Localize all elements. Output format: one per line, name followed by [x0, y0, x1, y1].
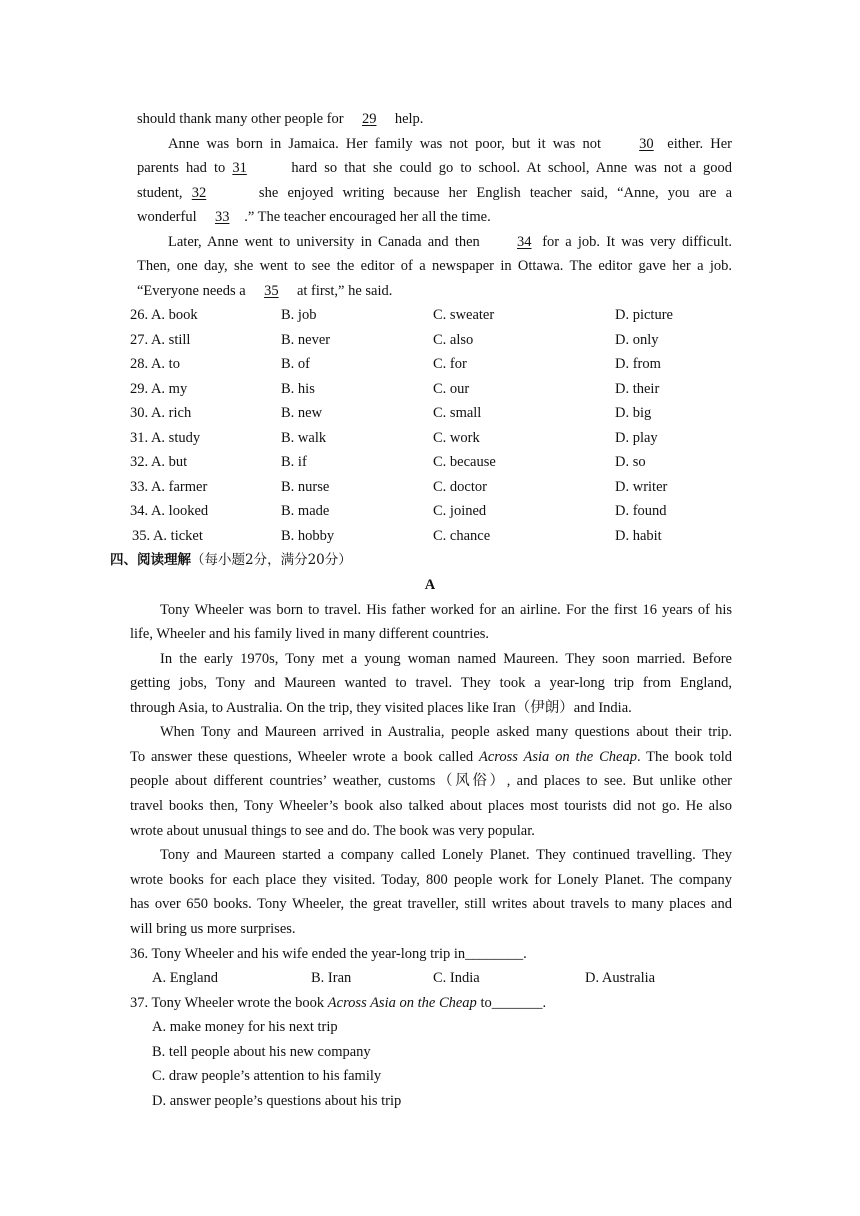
option-30-b[interactable]: B. new: [281, 405, 323, 421]
cloze-line-4: student, 32 she enjoyed writing because her English teacher said, “Anne, you are a: [137, 185, 733, 201]
passage-line: Tony Wheeler was born to travel. His father worked for an airline. For the first 16 years of his: [160, 602, 732, 618]
option-30-c[interactable]: C. small: [433, 405, 482, 421]
book-title: Across Asia on the Cheap: [478, 749, 637, 765]
option-27-d[interactable]: D. only: [615, 332, 659, 348]
blank-29: 29: [361, 111, 377, 127]
option-32-b[interactable]: B. if: [281, 454, 307, 470]
option-27-c[interactable]: C. also: [433, 332, 474, 348]
option-29-d[interactable]: D. their: [615, 381, 660, 397]
question-36-stem: 36. Tony Wheeler and his wife ended the year-long trip in________.: [130, 946, 527, 962]
passage-line: getting jobs, Tony and Maureen wanted to travel. They took a year-long trip from England,: [130, 675, 732, 691]
option-31-a[interactable]: 31. A. study: [130, 430, 201, 446]
cloze-line-7: Then, one day, she went to see the editor of a newspaper in Ottawa. The editor gave her a job.: [137, 258, 732, 274]
question-36-option-c[interactable]: C. India: [433, 970, 480, 986]
option-32-c[interactable]: C. because: [433, 454, 496, 470]
cloze-line-5: wonderful 33 .” The teacher encouraged her all the time.: [137, 209, 491, 225]
option-32-d[interactable]: D. so: [615, 454, 646, 470]
option-27-a[interactable]: 27. A. still: [130, 332, 191, 348]
passage-line: people about different countries’ weather, customs（风俗）, and places to see. But unlike other: [130, 773, 732, 789]
option-33-c[interactable]: C. doctor: [433, 479, 487, 495]
passage-label: A: [424, 577, 436, 593]
section-note: （每小题2分，满分20分）: [191, 552, 352, 568]
option-35-b[interactable]: B. hobby: [281, 528, 335, 544]
option-30-d[interactable]: D. big: [615, 405, 652, 421]
cloze-line-3: parents had to 31 hard so that she could go to school. At school, Anne was not a good: [137, 160, 732, 176]
option-26-b[interactable]: B. job: [281, 307, 317, 323]
blank-31: 31: [232, 160, 247, 176]
question-37-option-b[interactable]: B. tell people about his new company: [152, 1044, 371, 1060]
blank-34: 34: [517, 234, 532, 250]
option-27-b[interactable]: B. never: [281, 332, 331, 348]
option-35-a[interactable]: 35. A. ticket: [132, 528, 203, 544]
passage-line: When Tony and Maureen arrived in Australia, people asked many questions about their trip.: [160, 724, 732, 740]
option-26-a[interactable]: 26. A. book: [130, 307, 198, 323]
passage-line: wrote about unusual things to see and do. The book was very popular.: [130, 823, 535, 839]
passage-line: will bring us more surprises.: [130, 921, 296, 937]
option-35-d[interactable]: D. habit: [615, 528, 662, 544]
question-37-option-a[interactable]: A. make money for his next trip: [152, 1019, 338, 1035]
passage-line: travel books then, Tony Wheeler’s book also talked about places most tourists did not go. He also: [130, 798, 732, 814]
option-34-d[interactable]: D. found: [615, 503, 667, 519]
option-29-c[interactable]: C. our: [433, 381, 470, 397]
blank-33: 33: [214, 209, 230, 225]
cloze-line-6: Later, Anne went to university in Canada and then 34 for a job. It was very difficult.: [168, 234, 733, 250]
passage-line: has over 650 books. Tony Wheeler, the great traveller, still writes about travels to many places and: [130, 896, 732, 912]
blank-35: 35: [264, 283, 279, 299]
passage-line: wrote books for each place they visited. Today, 800 people work for Lonely Planet. The company: [130, 872, 732, 888]
question-37-option-d[interactable]: D. answer people’s questions about his trip: [152, 1093, 402, 1109]
passage-line: To answer these questions, Wheeler wrote a book called Across Asia on the Cheap. The book told: [130, 749, 732, 765]
blank-32: 32: [191, 185, 207, 201]
option-34-b[interactable]: B. made: [281, 503, 330, 519]
option-32-a[interactable]: 32. A. but: [130, 454, 188, 470]
option-29-b[interactable]: B. his: [281, 381, 315, 397]
question-36-option-a[interactable]: A. England: [152, 970, 219, 986]
option-34-c[interactable]: C. joined: [433, 503, 487, 519]
option-30-a[interactable]: 30. A. rich: [130, 405, 192, 421]
option-34-a[interactable]: 34. A. looked: [130, 503, 209, 519]
option-33-a[interactable]: 33. A. farmer: [130, 479, 208, 495]
passage-line: In the early 1970s, Tony met a young woman named Maureen. They soon married. Before: [160, 651, 732, 667]
option-33-d[interactable]: D. writer: [615, 479, 668, 495]
option-28-b[interactable]: B. of: [281, 356, 310, 372]
option-31-b[interactable]: B. walk: [281, 430, 327, 446]
option-28-c[interactable]: C. for: [433, 356, 467, 372]
question-37-stem: 37. Tony Wheeler wrote the book Across Asia on the Cheap to_______.: [130, 995, 547, 1011]
passage-line: life, Wheeler and his family lived in many different countries.: [130, 626, 490, 642]
question-37-option-c[interactable]: C. draw people’s attention to his family: [152, 1068, 382, 1084]
section-heading: [110, 550, 352, 570]
option-31-d[interactable]: D. play: [615, 430, 658, 446]
question-36-option-d[interactable]: D. Australia: [585, 970, 656, 986]
cloze-line-2: Anne was born in Jamaica. Her family was not poor, but it was not 30 either. Her: [168, 136, 733, 152]
option-33-b[interactable]: B. nurse: [281, 479, 330, 495]
option-29-a[interactable]: 29. A. my: [130, 381, 188, 397]
cloze-line-8: “Everyone needs a 35 at first,” he said.: [137, 283, 393, 299]
option-26-d[interactable]: D. picture: [615, 307, 673, 323]
option-28-d[interactable]: D. from: [615, 356, 661, 372]
passage-line: Tony and Maureen started a company called Lonely Planet. They continued travelling. They: [160, 847, 732, 863]
option-28-a[interactable]: 28. A. to: [130, 356, 180, 372]
cloze-line-1: should thank many other people for 29 help.: [137, 111, 424, 127]
question-36-option-b[interactable]: B. Iran: [311, 970, 352, 986]
section-title: 四、阅读理解: [110, 552, 191, 568]
book-title: Across Asia on the Cheap: [327, 995, 477, 1011]
option-31-c[interactable]: C. work: [433, 430, 480, 446]
passage-line: through Asia, to Australia. On the trip, they visited places like Iran（伊朗）and India.: [130, 700, 632, 716]
option-26-c[interactable]: C. sweater: [433, 307, 495, 323]
blank-30: 30: [639, 136, 654, 152]
option-35-c[interactable]: C. chance: [433, 528, 491, 544]
